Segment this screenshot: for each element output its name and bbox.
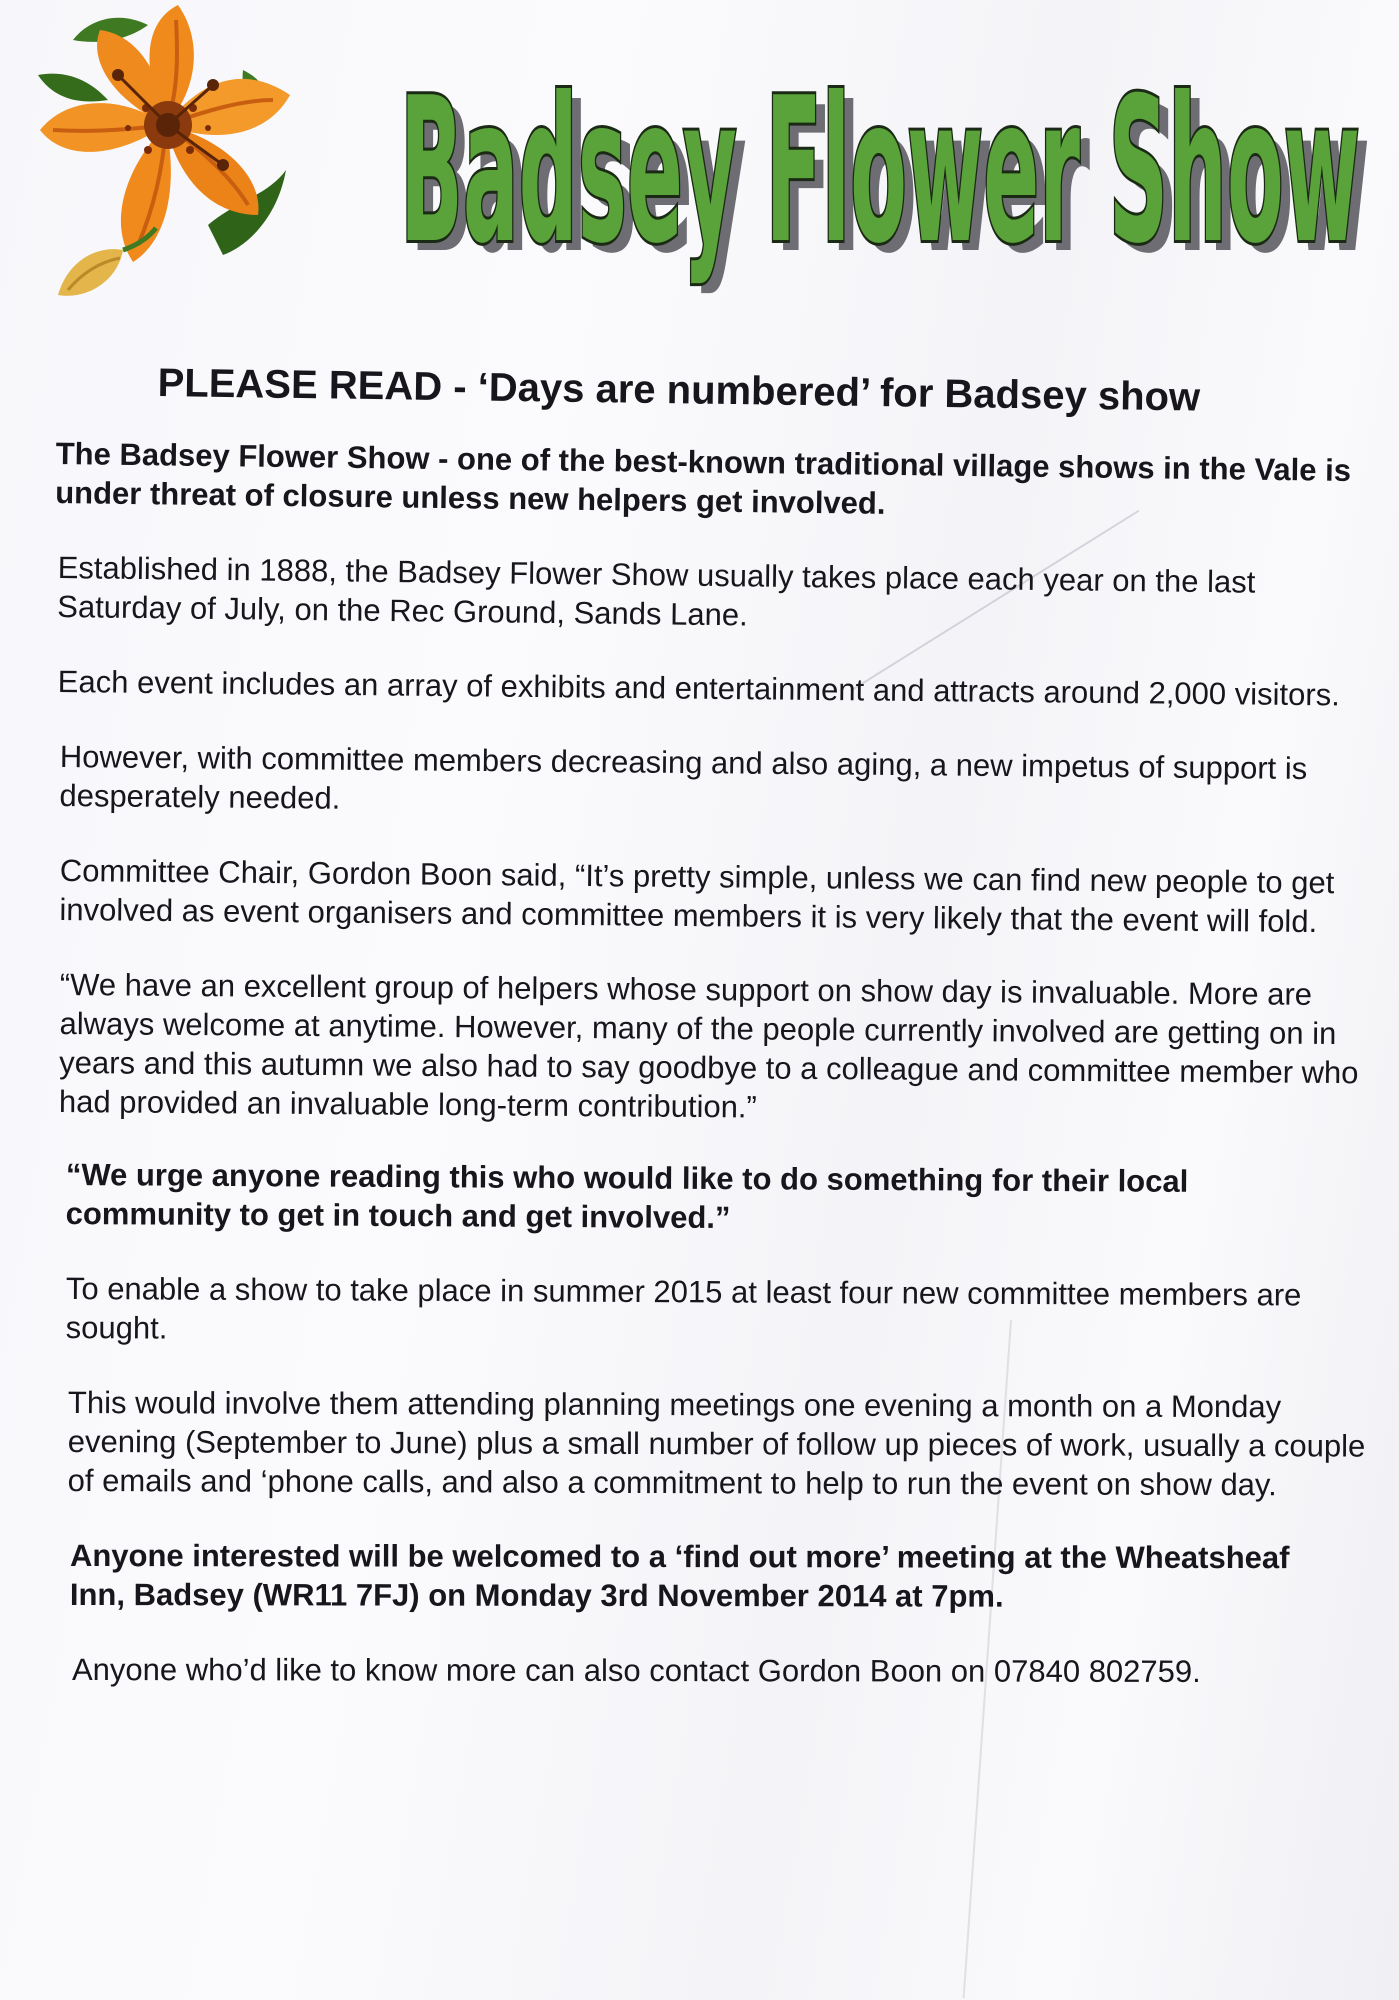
- paragraph-visitors: Each event includes an array of exhibits and entertainment and attracts around 2,000 visitors.: [57, 663, 1341, 713]
- paragraph-contact: Anyone who’d like to know more can also contact Gordon Boon on 07840 802759.: [71, 1652, 1201, 1689]
- article-body: [0, 360, 1399, 1725]
- paragraph-summer-2015: To enable a show to take place in summer 2015 at least four new committee members are sought.: [65, 1271, 1302, 1346]
- paragraph-helpers-quote: “We have an excellent group of helpers whose support on show day is invaluable. More are always welcome at anytime. However, many of the people currently involved are getting on in years and this autumn we also had to say goodbye to a colleague and committee member who had provided an invaluable long-term contribution.”: [58, 966, 1359, 1125]
- paragraph-urge-quote: “We urge anyone reading this who would like to do something for their local community to get in touch and get involved.”: [65, 1157, 1189, 1236]
- show-title-shadow: Badsey Flower Show: [410, 65, 1370, 298]
- paragraph-established: Established in 1888, the Badsey Flower Show usually takes place each year on the last Saturday of July, on the Rec Ground, Sands Lane.: [57, 549, 1256, 633]
- orange-lily-flower-icon: [28, 0, 290, 305]
- title-banner: [400, 18, 1385, 318]
- intro-paragraph: The Badsey Flower Show - one of the best-known traditional village shows in the Vale is under threat of closure unless new helpers get involved.: [55, 435, 1352, 521]
- paragraph-chair-quote: Committee Chair, Gordon Boon said, “It’s pretty simple, unless we can find new people to get involved as event organisers and committee members it is very likely that the event will fold.: [59, 852, 1335, 940]
- paragraph-meeting: Anyone interested will be welcomed to a ‘find out more’ meeting at the Wheatsheaf Inn, Badsey (WR11 7FJ) on Monday 3rd November 2014 at 7pm.: [69, 1538, 1290, 1614]
- paragraph-commitment: This would involve them attending planning meetings one evening a month on a Monday evening (September to June) plus a small number of follow up pieces of work, usually a couple of emails and ‘phone calls, and also a commitment to help to run the event on show day.: [67, 1385, 1366, 1503]
- show-title: Badsey Flower Show: [400, 55, 1360, 288]
- headline: PLEASE READ - ‘Days are numbered’ for Badsey show: [157, 360, 1201, 420]
- paragraph-support: However, with committee members decreasing and also aging, a new impetus of support is desperately needed.: [59, 738, 1308, 816]
